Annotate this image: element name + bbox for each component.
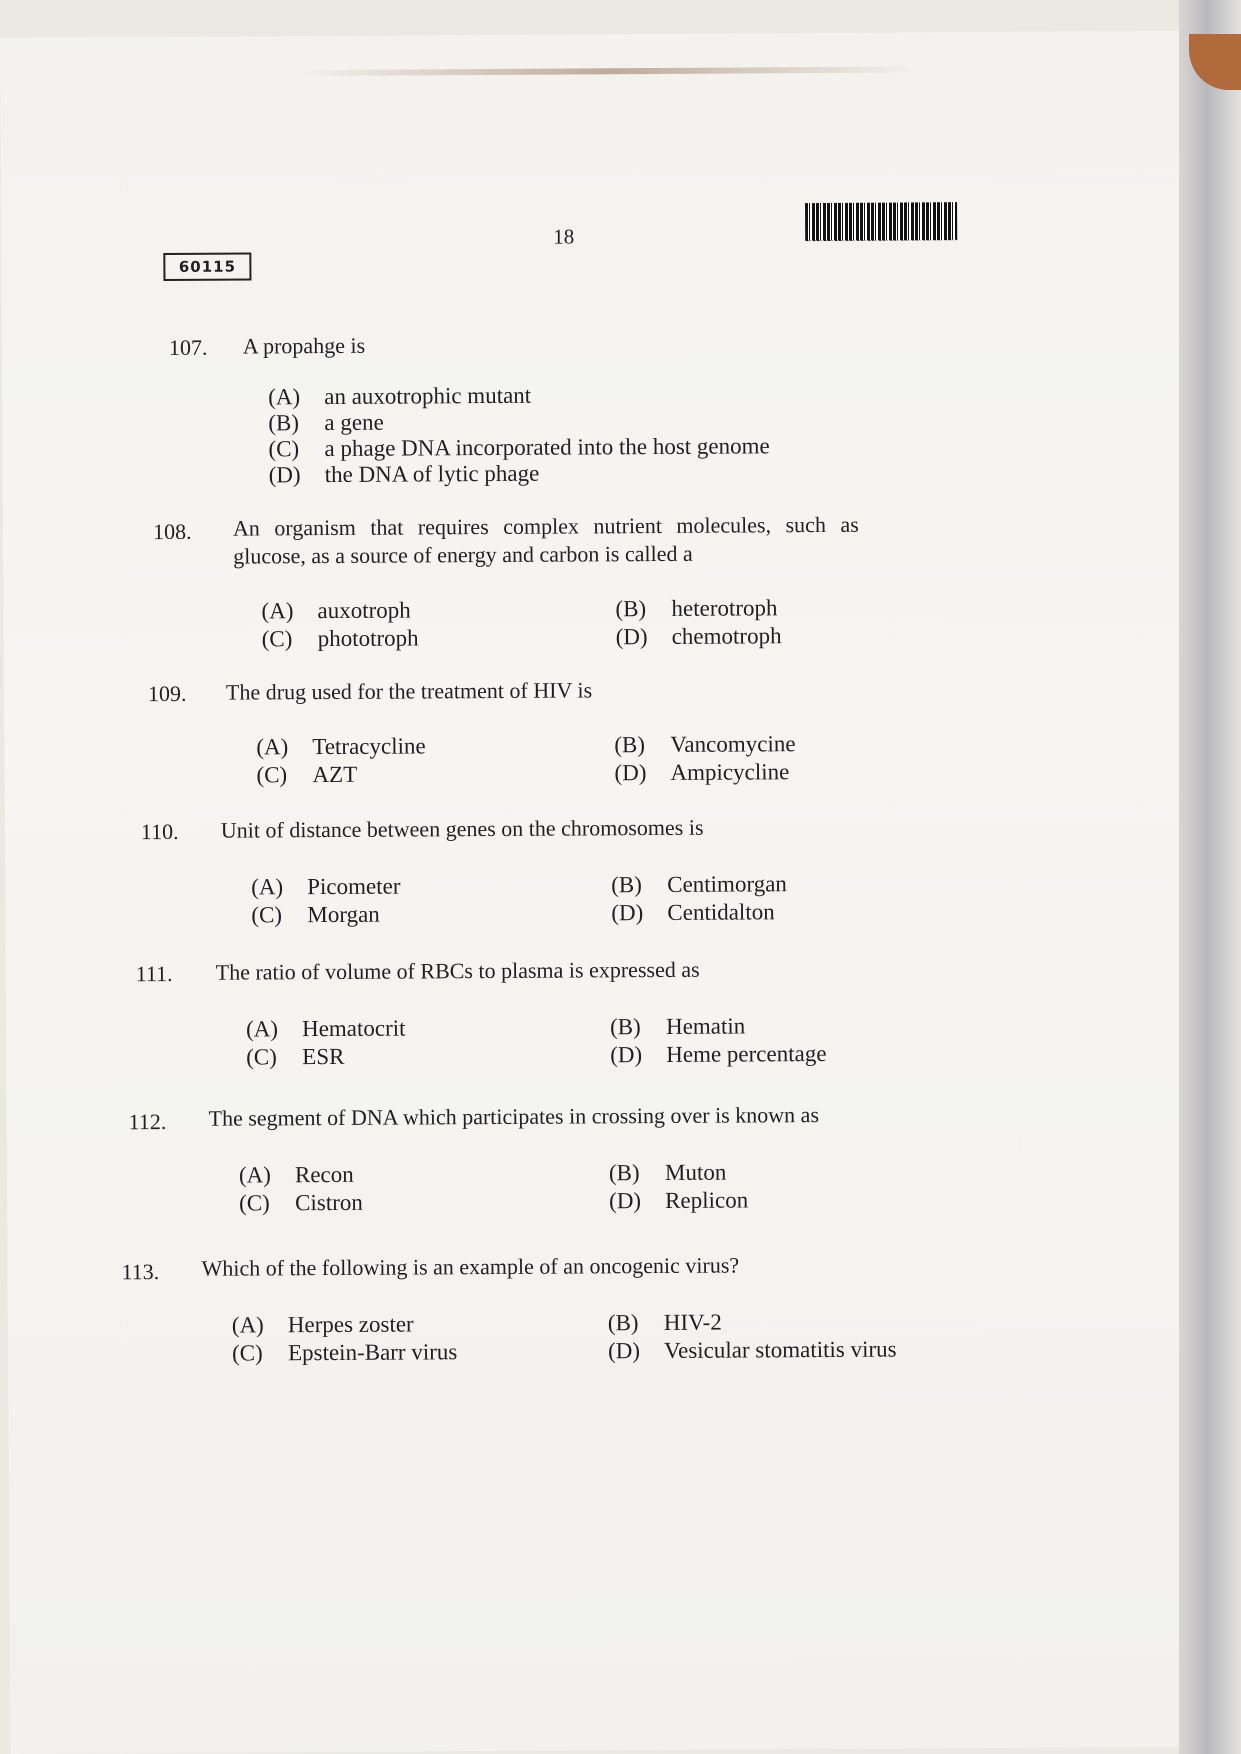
option-b bbox=[614, 731, 795, 758]
option-label: (A) bbox=[261, 598, 294, 624]
question-text: The ratio of volume of RBCs to plasma is expressed as bbox=[215, 956, 700, 985]
option-b bbox=[615, 595, 777, 622]
page-top-shadow bbox=[300, 66, 920, 76]
option-text: Replicon bbox=[665, 1187, 749, 1213]
question-text: The drug used for the treatment of HIV is bbox=[225, 677, 593, 705]
question-number: 108. bbox=[152, 518, 192, 545]
option-b bbox=[610, 1013, 745, 1040]
question-number: 107. bbox=[168, 334, 208, 360]
question-text: Unit of distance between genes on the chromosomes is bbox=[220, 814, 704, 843]
option-text: AZT bbox=[312, 761, 358, 788]
option-label: (D) bbox=[611, 900, 644, 926]
option-a bbox=[256, 733, 425, 760]
option-label: (D) bbox=[615, 624, 648, 650]
option-text: Picometer bbox=[307, 873, 401, 900]
question-text: Which of the following is an example of an oncogenic virus? bbox=[201, 1252, 740, 1281]
option-label: (A) bbox=[256, 734, 289, 760]
question-number: 110. bbox=[140, 818, 179, 845]
option-b bbox=[268, 410, 384, 437]
option-label: (A) bbox=[251, 874, 284, 900]
option-c bbox=[268, 433, 769, 462]
option-d bbox=[269, 461, 540, 489]
option-c bbox=[262, 625, 419, 652]
question-number: 113. bbox=[121, 1259, 160, 1285]
option-text: Centimorgan bbox=[667, 871, 787, 897]
question-text: A propahge is bbox=[242, 332, 366, 359]
option-label: (C) bbox=[268, 436, 300, 462]
option-a bbox=[239, 1162, 354, 1189]
option-d bbox=[610, 1041, 826, 1068]
option-label: (C) bbox=[261, 626, 293, 652]
option-a bbox=[246, 1016, 406, 1043]
exam-page bbox=[0, 31, 1200, 1754]
option-c bbox=[232, 1339, 457, 1366]
question-text: The segment of DNA which participates in crossing over is known as bbox=[208, 1102, 820, 1131]
option-a bbox=[232, 1311, 414, 1338]
option-text: HIV-2 bbox=[663, 1309, 722, 1335]
option-d bbox=[609, 1187, 748, 1214]
option-text: Epstein-Barr virus bbox=[287, 1339, 458, 1366]
option-label: (C) bbox=[251, 902, 283, 928]
option-text: a gene bbox=[324, 409, 384, 436]
option-label: (B) bbox=[609, 1014, 641, 1040]
question-number: 109. bbox=[147, 680, 187, 707]
option-label: (C) bbox=[231, 1340, 263, 1366]
option-c bbox=[256, 762, 357, 789]
option-d bbox=[616, 623, 782, 650]
option-label: (C) bbox=[239, 1190, 270, 1216]
option-label: (B) bbox=[615, 596, 647, 622]
option-text: Vancomycine bbox=[670, 731, 796, 757]
option-label: (C) bbox=[246, 1044, 277, 1070]
option-a bbox=[261, 598, 410, 625]
option-text: Centidalton bbox=[667, 899, 775, 925]
option-text: chemotroph bbox=[671, 623, 782, 649]
option-a bbox=[251, 874, 400, 901]
option-text: the DNA of lytic phage bbox=[324, 460, 540, 488]
option-label: (B) bbox=[614, 732, 646, 758]
option-label: (B) bbox=[608, 1160, 640, 1186]
option-text: auxotroph bbox=[317, 597, 411, 624]
option-text: Vesicular stomatitis virus bbox=[663, 1336, 897, 1363]
option-text: Ampicycline bbox=[670, 759, 790, 785]
option-label: (D) bbox=[614, 760, 647, 786]
option-label: (A) bbox=[245, 1016, 279, 1042]
option-text: Recon bbox=[294, 1161, 354, 1188]
option-c bbox=[246, 1044, 344, 1071]
option-label: (A) bbox=[231, 1312, 264, 1338]
option-label: (D) bbox=[607, 1338, 641, 1364]
option-c bbox=[239, 1190, 363, 1217]
question-text-line1: An organism that requires complex nutrient molecules, such as bbox=[232, 511, 859, 541]
question-text-line2: glucose, as a source of energy and carbon is called a bbox=[233, 540, 693, 569]
option-label: (B) bbox=[611, 872, 642, 898]
option-b bbox=[608, 1310, 722, 1337]
option-label: (A) bbox=[238, 1162, 271, 1188]
option-d bbox=[614, 759, 789, 786]
option-label: (D) bbox=[610, 1042, 643, 1068]
option-b bbox=[611, 871, 787, 898]
option-text: phototroph bbox=[317, 625, 419, 652]
option-d bbox=[608, 1337, 897, 1365]
paper-code-box: 60115 bbox=[163, 252, 251, 281]
question-number: 111. bbox=[135, 960, 173, 987]
option-b bbox=[609, 1160, 727, 1187]
option-text: Muton bbox=[664, 1159, 727, 1185]
option-label: (C) bbox=[256, 762, 288, 788]
paper-edge-shadow bbox=[1179, 0, 1241, 1754]
question-number: 112. bbox=[128, 1109, 167, 1135]
option-text: Heme percentage bbox=[666, 1040, 827, 1067]
option-c bbox=[251, 902, 380, 929]
barcode bbox=[805, 202, 957, 241]
option-text: Herpes zoster bbox=[287, 1311, 414, 1338]
option-text: Morgan bbox=[307, 901, 380, 928]
option-text: Cistron bbox=[295, 1189, 363, 1216]
option-text: an auxotrophic mutant bbox=[324, 382, 532, 410]
option-label: (B) bbox=[268, 410, 300, 436]
option-text: heterotroph bbox=[671, 595, 778, 621]
option-label: (D) bbox=[609, 1188, 642, 1214]
option-a bbox=[268, 383, 531, 411]
option-text: Hematocrit bbox=[301, 1015, 406, 1042]
option-text: Tetracycline bbox=[312, 733, 426, 760]
option-text: ESR bbox=[302, 1043, 345, 1070]
page-number: 18 bbox=[553, 224, 575, 249]
option-label: (B) bbox=[607, 1310, 639, 1336]
option-text: a phage DNA incorporated into the host genome bbox=[324, 433, 770, 462]
option-d bbox=[611, 899, 774, 926]
option-label: (A) bbox=[268, 384, 301, 410]
option-text: Hematin bbox=[665, 1013, 746, 1039]
option-label: (D) bbox=[268, 462, 301, 488]
